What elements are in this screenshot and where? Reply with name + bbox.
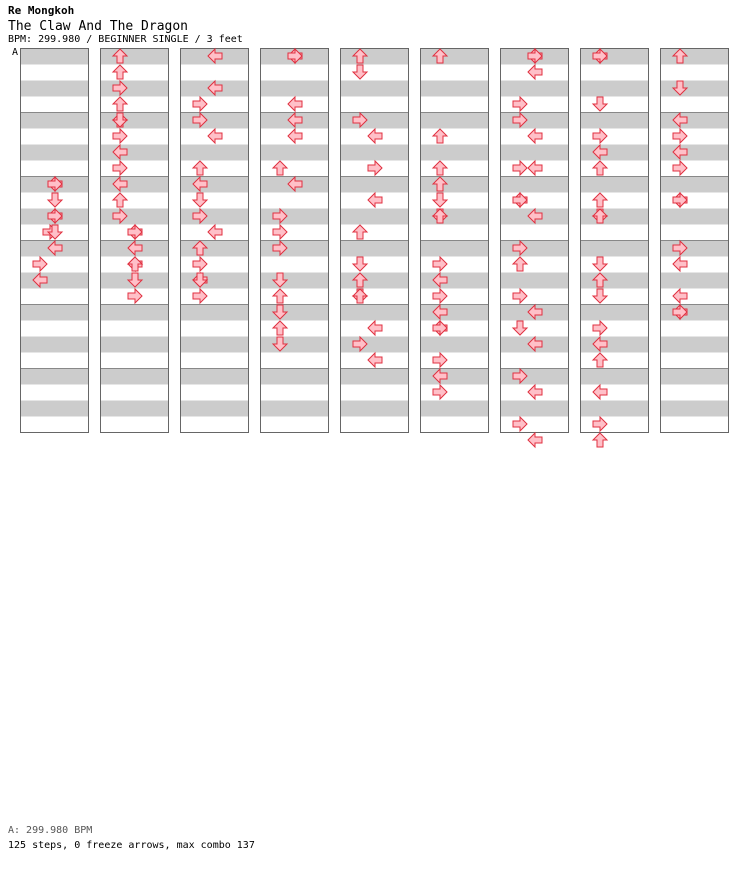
beat-stripe — [260, 401, 328, 417]
song-title: The Claw And The Dragon — [8, 19, 189, 34]
up-arrow-icon — [273, 321, 287, 335]
right-arrow-icon — [433, 385, 447, 399]
chart-column — [660, 49, 729, 433]
down-arrow-icon — [353, 65, 367, 79]
beat-stripe — [500, 113, 568, 129]
down-arrow-icon — [193, 193, 207, 207]
left-arrow-icon — [368, 353, 382, 367]
right-arrow-icon — [368, 161, 382, 175]
up-arrow-icon — [593, 161, 607, 175]
beat-stripe — [100, 209, 168, 225]
left-arrow-icon — [673, 257, 687, 271]
beat-stripe — [340, 113, 408, 129]
beat-stripe — [260, 273, 328, 289]
beat-stripe — [180, 369, 248, 385]
right-arrow-icon — [193, 257, 207, 271]
beat-stripe — [580, 305, 648, 321]
beat-stripe — [340, 369, 408, 385]
beat-stripe — [260, 337, 328, 353]
right-arrow-icon — [673, 161, 687, 175]
left-arrow-icon — [208, 129, 222, 143]
beat-stripe — [420, 241, 488, 257]
beat-stripe — [660, 241, 728, 257]
right-arrow-icon — [433, 353, 447, 367]
right-arrow-icon — [513, 417, 527, 431]
beat-stripe — [20, 369, 88, 385]
right-arrow-icon — [128, 225, 142, 239]
beat-stripe — [660, 177, 728, 193]
bpm-summary: A: 299.980 BPM — [8, 825, 93, 836]
left-arrow-icon — [368, 321, 382, 335]
chart-info: BPM: 299.980 / BEGINNER SINGLE / 3 feet — [8, 34, 243, 45]
right-arrow-icon — [433, 257, 447, 271]
beat-stripe — [260, 145, 328, 161]
beat-stripe — [660, 369, 728, 385]
chart-column — [20, 49, 89, 433]
bpm-marker-label: A — [12, 47, 19, 58]
right-arrow-icon — [193, 97, 207, 111]
left-arrow-icon — [288, 129, 302, 143]
beat-stripe — [420, 273, 488, 289]
beat-stripe — [100, 369, 168, 385]
chart-column — [580, 49, 649, 433]
beat-stripe — [100, 145, 168, 161]
beat-stripe — [420, 49, 488, 65]
down-arrow-icon — [513, 321, 527, 335]
beat-stripe — [100, 49, 168, 65]
beat-stripe — [660, 81, 728, 97]
beat-stripe — [100, 401, 168, 417]
up-arrow-icon — [273, 289, 287, 303]
up-arrow-icon — [513, 257, 527, 271]
beat-stripe — [660, 113, 728, 129]
right-arrow-icon — [513, 289, 527, 303]
beat-stripe — [180, 273, 248, 289]
right-arrow-icon — [433, 289, 447, 303]
beat-stripe — [180, 113, 248, 129]
beat-stripe — [20, 273, 88, 289]
beat-stripe — [260, 209, 328, 225]
chart-column — [500, 49, 569, 433]
right-arrow-icon — [113, 129, 127, 143]
down-arrow-icon — [593, 97, 607, 111]
beat-stripe — [100, 177, 168, 193]
beat-stripe — [180, 305, 248, 321]
beat-stripe — [20, 81, 88, 97]
beat-stripe — [340, 81, 408, 97]
left-arrow-icon — [528, 433, 542, 447]
beat-stripe — [180, 145, 248, 161]
right-arrow-icon — [593, 321, 607, 335]
beat-stripe — [180, 337, 248, 353]
left-arrow-icon — [528, 161, 542, 175]
up-arrow-icon — [353, 289, 367, 303]
beat-stripe — [420, 337, 488, 353]
chart-column — [340, 49, 409, 433]
beat-stripe — [340, 337, 408, 353]
beat-stripe — [340, 401, 408, 417]
right-arrow-icon — [513, 193, 527, 207]
beat-stripe — [100, 337, 168, 353]
beat-stripe — [340, 273, 408, 289]
beat-stripe — [180, 241, 248, 257]
beat-stripe — [340, 145, 408, 161]
beat-stripe — [500, 241, 568, 257]
beat-stripe — [20, 145, 88, 161]
left-arrow-icon — [528, 385, 542, 399]
up-arrow-icon — [273, 161, 287, 175]
down-arrow-icon — [433, 193, 447, 207]
beat-stripe — [420, 305, 488, 321]
up-arrow-icon — [353, 225, 367, 239]
up-arrow-icon — [433, 129, 447, 143]
chart-column — [420, 49, 489, 433]
beat-stripe — [660, 337, 728, 353]
right-arrow-icon — [433, 321, 447, 335]
beat-stripe — [580, 241, 648, 257]
beat-stripe — [340, 209, 408, 225]
right-arrow-icon — [113, 161, 127, 175]
beat-stripe — [420, 209, 488, 225]
beat-stripe — [340, 177, 408, 193]
beat-stripe — [580, 273, 648, 289]
up-arrow-icon — [593, 193, 607, 207]
up-arrow-icon — [113, 193, 127, 207]
down-arrow-icon — [593, 257, 607, 271]
beat-stripe — [580, 49, 648, 65]
right-arrow-icon — [673, 193, 687, 207]
up-arrow-icon — [128, 257, 142, 271]
right-arrow-icon — [273, 225, 287, 239]
down-arrow-icon — [353, 257, 367, 271]
beat-stripe — [660, 273, 728, 289]
up-arrow-icon — [593, 433, 607, 447]
beat-stripe — [420, 177, 488, 193]
beat-stripe — [340, 305, 408, 321]
beat-stripe — [100, 113, 168, 129]
beat-stripe — [180, 401, 248, 417]
down-arrow-icon — [593, 289, 607, 303]
beat-stripe — [660, 209, 728, 225]
beat-stripe — [580, 177, 648, 193]
step-stats: 125 steps, 0 freeze arrows, max combo 137 — [8, 840, 255, 851]
beat-stripe — [580, 113, 648, 129]
beat-stripe — [420, 401, 488, 417]
beat-stripe — [180, 177, 248, 193]
left-arrow-icon — [593, 385, 607, 399]
beat-stripe — [500, 81, 568, 97]
left-arrow-icon — [208, 225, 222, 239]
beat-stripe — [20, 305, 88, 321]
beat-stripe — [660, 49, 728, 65]
beat-stripe — [100, 305, 168, 321]
beat-stripe — [180, 209, 248, 225]
beat-stripe — [260, 81, 328, 97]
beat-stripe — [420, 145, 488, 161]
beat-stripe — [20, 49, 88, 65]
beat-stripe — [260, 305, 328, 321]
up-arrow-icon — [113, 65, 127, 79]
up-arrow-icon — [433, 161, 447, 175]
beat-stripe — [340, 49, 408, 65]
down-arrow-icon — [48, 193, 62, 207]
chart-column — [180, 49, 249, 433]
right-arrow-icon — [33, 257, 47, 271]
beat-stripe — [260, 241, 328, 257]
right-arrow-icon — [593, 129, 607, 143]
beat-stripe — [20, 401, 88, 417]
beat-stripe — [420, 81, 488, 97]
beat-stripe — [660, 401, 728, 417]
beat-stripe — [420, 369, 488, 385]
beat-stripe — [580, 145, 648, 161]
beat-stripe — [20, 337, 88, 353]
up-arrow-icon — [193, 161, 207, 175]
beat-stripe — [260, 369, 328, 385]
beat-stripe — [580, 81, 648, 97]
left-arrow-icon — [288, 97, 302, 111]
left-arrow-icon — [368, 193, 382, 207]
left-arrow-icon — [528, 65, 542, 79]
beat-stripe — [580, 401, 648, 417]
beat-stripe — [660, 145, 728, 161]
beat-stripe — [580, 369, 648, 385]
beat-stripe — [500, 145, 568, 161]
chart-column — [100, 49, 169, 433]
artist-name: Re Mongkoh — [8, 4, 75, 17]
beat-stripe — [100, 81, 168, 97]
left-arrow-icon — [528, 129, 542, 143]
right-arrow-icon — [593, 417, 607, 431]
beat-stripe — [340, 241, 408, 257]
right-arrow-icon — [193, 289, 207, 303]
beat-stripe — [500, 369, 568, 385]
left-arrow-icon — [368, 129, 382, 143]
right-arrow-icon — [673, 129, 687, 143]
up-arrow-icon — [593, 353, 607, 367]
beat-stripe — [500, 401, 568, 417]
left-arrow-icon — [673, 289, 687, 303]
beat-stripe — [500, 177, 568, 193]
right-arrow-icon — [513, 161, 527, 175]
beat-stripe — [660, 305, 728, 321]
beat-stripe — [580, 209, 648, 225]
beat-stripe — [500, 273, 568, 289]
right-arrow-icon — [128, 289, 142, 303]
beat-stripe — [20, 113, 88, 129]
right-arrow-icon — [513, 97, 527, 111]
beat-stripe — [420, 113, 488, 129]
beat-stripe — [580, 337, 648, 353]
up-arrow-icon — [113, 97, 127, 111]
